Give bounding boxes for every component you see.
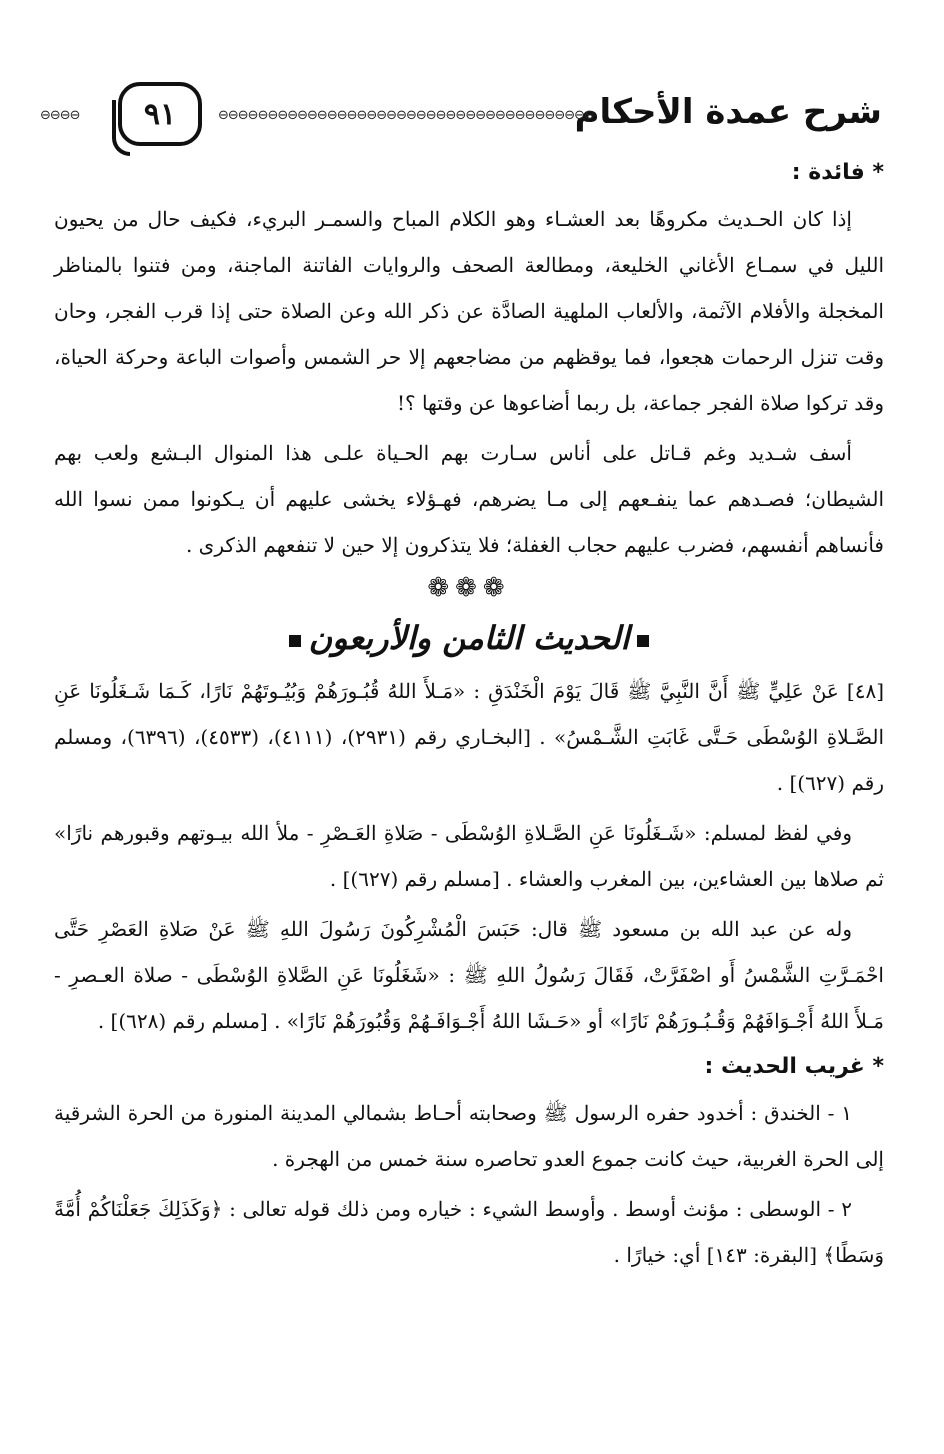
hadith-title bbox=[54, 608, 884, 668]
square-bullet-icon bbox=[637, 635, 649, 647]
header-ornament-line: ⊖⊖⊖⊖⊖⊖⊖⊖⊖⊖⊖⊖⊖⊖⊖⊖⊖⊖⊖⊖⊖⊖⊖⊖⊖⊖⊖⊖⊖⊖⊖⊖⊖⊖⊖⊖⊖⊖ bbox=[218, 108, 594, 122]
gharib-heading: * غريب الحديث : bbox=[704, 1054, 884, 1079]
muslim-narration: وفي لفظ لمسلم: «شَـغَلُونَا عَنِ الصَّـلاةِ الوُسْطَى - صَلاةِ العَـصْرِ - ملأ الله بيـوتهم وقبورهم نارًا» ثم صلاها بين العشاءين، بين المغرب والعشاء . [مسلم رقم (٦٢٧)] . bbox=[54, 821, 884, 891]
faida-paragraph-2: أسف شـديد وغم قـاتل على أناس سـارت بهم الحـياة علـى هذا المنوال البـشع ولعب بهم الشيطان؛ فصـدهم عما ينفـعهم إلى مـا يضرهم، فهـؤلاء يخشى عليهم أن يـكونوا ممن نسوا الله فأنساهم أنفسهم، فضرب عليهم حجاب الغفلة؛ فلا يتذكرون إلا حين لا تنفعهم الذكرى . bbox=[54, 441, 884, 557]
faida-paragraph-1: إذا كان الحـديث مكروهًا بعد العشـاء وهو الكلام المباح والسمـر البريء، فكيف حال من يحيون الليل في سمـاع الأغاني الخليعة، ومطالعة الصحف والروايات الفاتنة الماجنة، ومن فتنوا بالمناظر المخجلة والأفلام الآثمة، والألعاب الملهية الصادَّة عن ذكر الله وعن الصلاة حتى إذا قرب الفجر، وحان وقت تنزل الرحمات هجعوا، فما يوقظهم من مضاجعهم إلا حر الشمس وأصوات الباعة وحركة الحياة، وقد تركوا صلاة الفجر جماعة، بل ربما أضاعوها عن وقتها ؟! bbox=[54, 207, 884, 415]
hadith-text: [٤٨] عَنْ عَلِيٍّ ﷺ أَنَّ النَّبِيَّ ﷺ قَالَ يَوْمَ الْخَنْدَقِ : «مَـلأَ اللهُ قُبُـورَهُمْ وَبُيُـوتَهُمْ نَارًا، كَـمَا شَـغَلُونَا عَنِ الصَّـلاةِ الوُسْطَى حَـتَّى غَابَتِ الشَّـمْسُ» . [البخـاري رقم (٢٩٣١)، (٤١١١)، (٤٥٣٣)، (٦٣٩٦)، ومسلم رقم (٦٢٧)] . bbox=[54, 679, 885, 795]
square-bullet-icon bbox=[289, 635, 301, 647]
ibn-masud-narration: وله عن عبد الله بن مسعود ﷺ قال: حَبَسَ الْمُشْرِكُونَ رَسُولَ اللهِ ﷺ عَنْ صَلاةِ العَصْرِ حَتَّى احْمَـرَّتِ الشَّمْسُ أَو اصْفَرَّتْ، فَقَالَ رَسُولُ اللهِ ﷺ : «شَغَلُونَا عَنِ الصَّلاةِ الوُسْطَى - صلاة العـصرِ - مَـلأَ اللهُ أَجْـوَافَهُمْ وَقُـبُـورَهُمْ نَارًا» أو «حَـشَا اللهُ أَجْـوَافَـهُمْ وَقُبُورَهُمْ نَارًا» . [مسلم رقم (٦٢٨)] . bbox=[54, 917, 884, 1033]
hadith-title-text: الحديث الثامن والأربعون bbox=[308, 619, 630, 657]
page-content bbox=[54, 150, 884, 1278]
page-number: ٩١ bbox=[118, 82, 202, 146]
gharib-item-2: ٢ - الوسطى : مؤنث أوسط . وأوسط الشيء : خياره ومن ذلك قوله تعالى : ﴿وَكَذَلِكَ جَعَلْنَاكُمْ أُمَّةً وَسَطًا﴾ [البقرة: ١٤٣] أي: خيارًا . bbox=[54, 1197, 884, 1267]
faida-heading: * فائدة : bbox=[791, 160, 884, 185]
header-ornament-short: ⊖⊖⊖⊖ bbox=[40, 108, 80, 122]
gharib-item-1: ١ - الخندق : أخدود حفره الرسول ﷺ وصحابته أحـاط بشمالي المدينة المنورة من الحرة الشرقية إلى الحرة الغربية، حيث كانت جموع العدو تحاصره سنة خمس من الهجرة . bbox=[54, 1101, 884, 1171]
separator-stars: ❁❁❁ bbox=[427, 573, 511, 603]
book-title: شرح عمدة الأحكام bbox=[574, 92, 882, 132]
page-header bbox=[0, 78, 944, 158]
